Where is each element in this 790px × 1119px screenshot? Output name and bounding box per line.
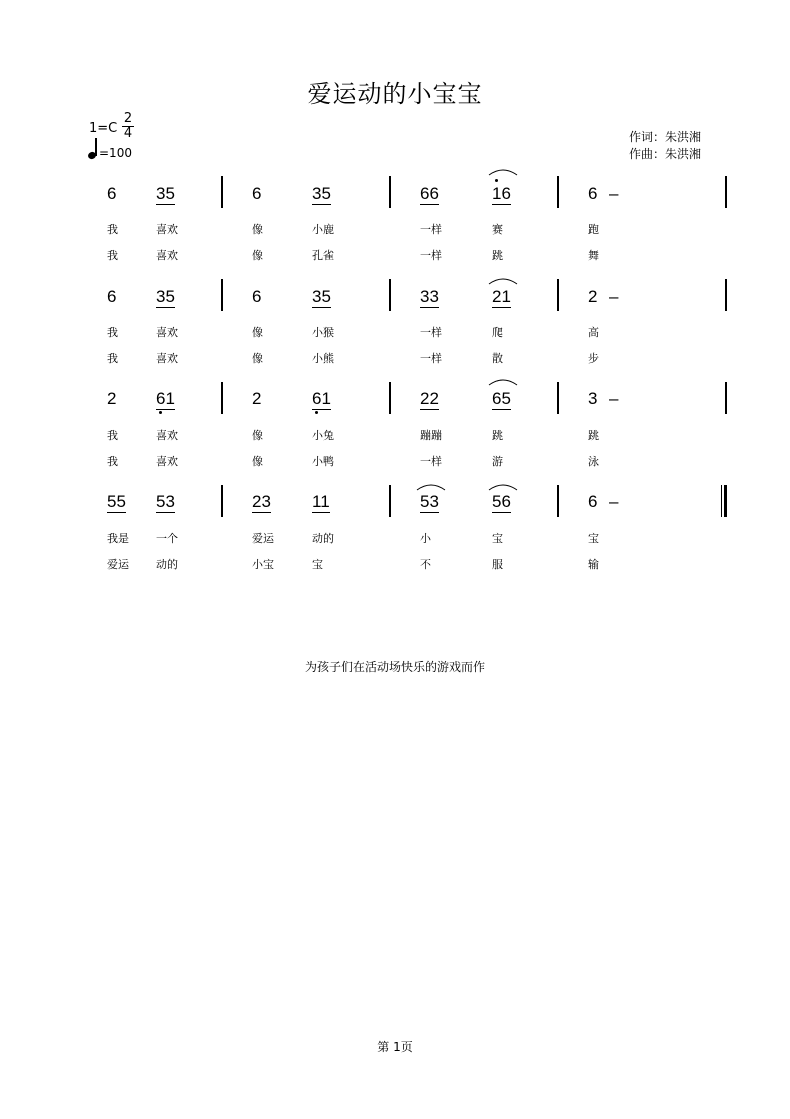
note: 11 (312, 492, 330, 511)
note: 6 (252, 287, 262, 306)
slur-mark (488, 167, 518, 177)
final-barline-thick (724, 485, 727, 517)
note: 6 (107, 184, 117, 203)
note: 56 (492, 492, 511, 511)
lyric: 一样 (420, 352, 442, 365)
lyric: 像 (252, 223, 263, 236)
lyric: 爱运 (252, 532, 274, 545)
final-barline-thin (721, 485, 722, 517)
tempo-value: =100 (99, 146, 132, 160)
lyric: 宝 (312, 558, 323, 571)
slur-mark (416, 482, 446, 492)
note: 61 (312, 389, 331, 408)
note: 23 (252, 492, 271, 511)
song-title: 爱运动的小宝宝 (307, 80, 483, 108)
lyric: 我 (107, 249, 118, 262)
low-octave-dot (315, 411, 318, 414)
key-signature: 1=C (89, 121, 118, 136)
lyric: 小熊 (312, 352, 334, 365)
lyric: 舞 (588, 249, 599, 262)
note: 22 (420, 389, 439, 408)
extension-dash: – (609, 492, 619, 511)
barline (557, 382, 559, 414)
lyric: 爱运 (107, 558, 129, 571)
dedication-note: 为孩子们在活动场快乐的游戏而作 (304, 660, 485, 674)
note: 2 (252, 389, 262, 408)
note: 6 (107, 287, 117, 306)
composer-credit: 作曲：朱洪湘 (629, 147, 702, 161)
lyric: 蹦蹦 (420, 429, 442, 442)
barline (725, 279, 727, 311)
barline (557, 176, 559, 208)
time-signature (121, 112, 135, 141)
extension-dash: – (609, 184, 619, 203)
high-octave-dot (495, 179, 498, 182)
lyric: 一样 (420, 223, 442, 236)
slur-mark (488, 276, 518, 286)
lyric: 游 (492, 455, 503, 468)
barline (221, 279, 223, 311)
note: 66 (420, 184, 439, 203)
note: 35 (312, 184, 331, 203)
extension-dash: – (609, 389, 619, 408)
lyric: 像 (252, 249, 263, 262)
lyric: 喜欢 (156, 429, 178, 442)
note: 6 (588, 184, 598, 203)
page-number: 第 1页 (377, 1040, 413, 1054)
note: 61 (156, 389, 175, 408)
note: 35 (156, 287, 175, 306)
lyric: 喜欢 (156, 352, 178, 365)
lyric: 我 (107, 352, 118, 365)
lyric: 一样 (420, 326, 442, 339)
lyric: 孔雀 (312, 249, 334, 262)
lyric: 步 (588, 352, 599, 365)
low-octave-dot (159, 411, 162, 414)
barline (389, 279, 391, 311)
lyric: 宝 (492, 532, 503, 545)
barline (221, 485, 223, 517)
lyric: 像 (252, 455, 263, 468)
time-signature-top: 2 (123, 111, 133, 126)
note: 2 (588, 287, 598, 306)
lyric: 动的 (312, 532, 334, 545)
lyric: 一样 (420, 455, 442, 468)
lyric: 我 (107, 223, 118, 236)
barline (557, 279, 559, 311)
lyric: 一样 (420, 249, 442, 262)
slur-mark (488, 377, 518, 387)
barline (389, 485, 391, 517)
lyric: 小宝 (252, 558, 274, 571)
lyric: 小鹿 (312, 223, 334, 236)
lyric: 我是 (107, 532, 129, 545)
note: 6 (252, 184, 262, 203)
lyricist-credit: 作词：朱洪湘 (629, 130, 702, 144)
note: 16 (492, 184, 511, 203)
lyric: 爬 (492, 326, 503, 339)
lyric: 喜欢 (156, 249, 178, 262)
lyric: 跳 (492, 249, 503, 262)
lyric: 高 (588, 326, 599, 339)
time-signature-bottom: 4 (123, 126, 133, 141)
lyric: 动的 (156, 558, 178, 571)
lyric: 一个 (156, 532, 178, 545)
lyric: 跳 (492, 429, 503, 442)
barline (557, 485, 559, 517)
lyric: 赛 (492, 223, 503, 236)
barline (389, 382, 391, 414)
slur-mark (488, 482, 518, 492)
barline (389, 176, 391, 208)
lyric: 小猴 (312, 326, 334, 339)
lyric: 泳 (588, 455, 599, 468)
lyric: 散 (492, 352, 503, 365)
barline (221, 382, 223, 414)
lyric: 小兔 (312, 429, 334, 442)
barline (221, 176, 223, 208)
lyric: 服 (492, 558, 503, 571)
lyric: 跳 (588, 429, 599, 442)
note: 53 (420, 492, 439, 511)
lyric: 像 (252, 326, 263, 339)
lyric: 喜欢 (156, 455, 178, 468)
note: 2 (107, 389, 117, 408)
note: 35 (156, 184, 175, 203)
lyric: 我 (107, 455, 118, 468)
note: 6 (588, 492, 598, 511)
note: 35 (312, 287, 331, 306)
quarter-note-stem (95, 138, 97, 156)
barline (725, 382, 727, 414)
lyric: 小 (420, 532, 431, 545)
lyric: 宝 (588, 532, 599, 545)
note: 3 (588, 389, 598, 408)
note: 53 (156, 492, 175, 511)
lyric: 我 (107, 429, 118, 442)
lyric: 像 (252, 429, 263, 442)
lyric: 小鸭 (312, 455, 334, 468)
lyric: 跑 (588, 223, 599, 236)
lyric: 喜欢 (156, 223, 178, 236)
lyric: 输 (588, 558, 599, 571)
note: 21 (492, 287, 511, 306)
note: 55 (107, 492, 126, 511)
note: 65 (492, 389, 511, 408)
lyric: 喜欢 (156, 326, 178, 339)
lyric: 不 (420, 558, 431, 571)
barline (725, 176, 727, 208)
lyric: 像 (252, 352, 263, 365)
extension-dash: – (609, 287, 619, 306)
note: 33 (420, 287, 439, 306)
lyric: 我 (107, 326, 118, 339)
